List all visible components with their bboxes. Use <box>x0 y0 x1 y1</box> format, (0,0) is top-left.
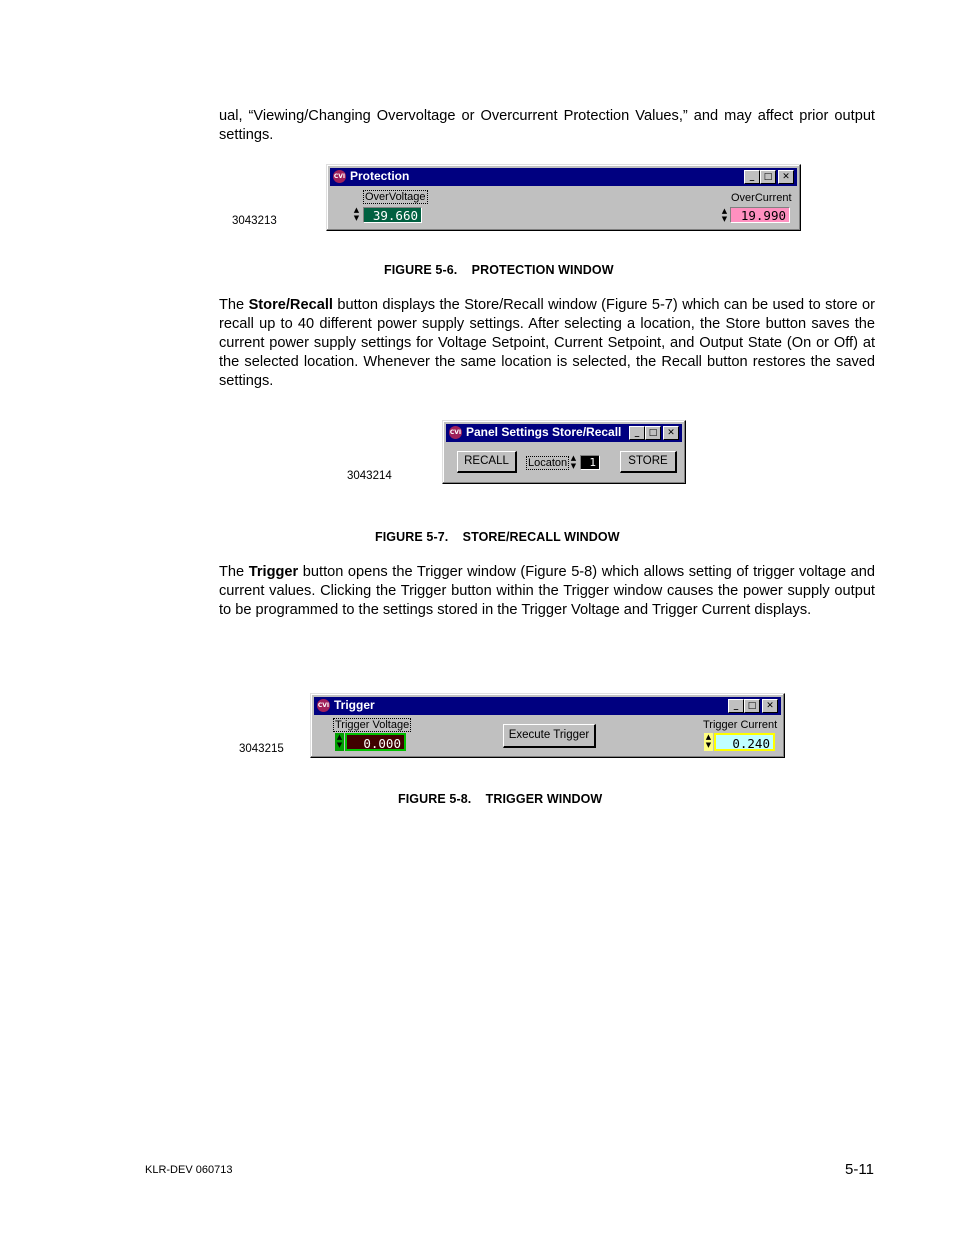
store-button[interactable]: STORE <box>620 451 677 473</box>
overvoltage-input[interactable]: 39.660 <box>363 207 422 223</box>
overvoltage-label: OverVoltage <box>365 191 426 203</box>
paragraph-text: The <box>219 564 249 580</box>
trigger-current-input[interactable]: 0.240 <box>714 733 775 751</box>
paragraph-text: The <box>219 297 249 313</box>
app-logo-icon: CVI <box>317 699 330 712</box>
store-recall-paragraph <box>219 296 875 391</box>
figure-caption: FIGURE 5-6. PROTECTION WINDOW <box>384 263 614 277</box>
figure-caption: FIGURE 5-7. STORE/RECALL WINDOW <box>375 530 620 544</box>
page-number: 5-11 <box>845 1161 874 1178</box>
trigger-current-label: Trigger Current <box>703 719 778 731</box>
location-label: Locaton <box>528 457 568 469</box>
paragraph-text: button opens the Trigger window (Figure 5-8) which allows setting of trigger voltage and current values. Clicking the Trigger button within the Trigger window causes the power supply output to be programmed to the settings stored in the Trigger Voltage and Trigger Current displays. <box>219 564 876 618</box>
figure-id-number: 3043215 <box>239 743 284 755</box>
paragraph-text: button displays the Store/Recall window (Figure 5-7) which can be used to store or recall up to 40 different power supply settings. After selecting a location, the Store button saves the current power supply settings for Voltage Setpoint, Current Setpoint, and Output State (On or Off) at the selected location. Whenever the same location is selected, the Recall button restores the saved settings. <box>219 297 876 389</box>
trigger-voltage-spinner[interactable]: ▲ ▼ <box>336 733 343 749</box>
footer-doc-code: KLR-DEV 060713 <box>145 1164 233 1176</box>
trigger-paragraph <box>219 563 875 620</box>
maximize-button[interactable]: □ <box>760 170 776 184</box>
figure-id-number: 3043214 <box>347 470 392 482</box>
trigger-voltage-label: Trigger Voltage <box>335 719 410 731</box>
store-recall-window <box>442 420 686 484</box>
maximize-button[interactable]: □ <box>744 699 760 713</box>
minimize-button[interactable]: _ <box>629 426 645 440</box>
overvoltage-spinner[interactable]: ▲ ▼ <box>353 206 360 222</box>
close-button[interactable]: ✕ <box>663 426 679 440</box>
location-spinner[interactable]: ▲ ▼ <box>570 454 577 470</box>
overcurrent-spinner[interactable]: ▲ ▼ <box>721 207 728 223</box>
trigger-voltage-input[interactable]: 0.000 <box>345 733 406 751</box>
trigger-current-spinner[interactable]: ▲ ▼ <box>705 733 712 749</box>
window-title: Trigger <box>334 698 375 712</box>
store-recall-term: Store/Recall <box>248 297 333 313</box>
location-input[interactable]: 1 <box>580 455 600 470</box>
protection-window <box>326 164 801 231</box>
overcurrent-input[interactable]: 19.990 <box>730 207 790 223</box>
maximize-button[interactable]: □ <box>645 426 661 440</box>
minimize-button[interactable]: _ <box>728 699 744 713</box>
window-title: Panel Settings Store/Recall <box>466 425 622 439</box>
titlebar[interactable] <box>314 697 781 715</box>
figure-caption: FIGURE 5-8. TRIGGER WINDOW <box>398 792 603 806</box>
app-logo-icon: CVI <box>333 170 346 183</box>
close-button[interactable]: ✕ <box>778 170 794 184</box>
titlebar[interactable] <box>446 424 682 442</box>
app-logo-icon: CVI <box>449 426 462 439</box>
close-button[interactable]: ✕ <box>762 699 778 713</box>
titlebar[interactable] <box>330 168 797 186</box>
figure-id-number: 3043213 <box>232 215 277 227</box>
overcurrent-label: OverCurrent <box>731 192 792 204</box>
intro-paragraph: ual, “Viewing/Changing Overvoltage or Overcurrent Protection Values,” and may affect prior output settings. <box>219 108 875 143</box>
trigger-term: Trigger <box>248 564 299 580</box>
window-title: Protection <box>350 169 410 183</box>
execute-trigger-button[interactable]: Execute Trigger <box>503 724 596 748</box>
recall-button[interactable]: RECALL <box>457 451 517 473</box>
minimize-button[interactable]: _ <box>744 170 760 184</box>
trigger-window <box>310 693 785 758</box>
